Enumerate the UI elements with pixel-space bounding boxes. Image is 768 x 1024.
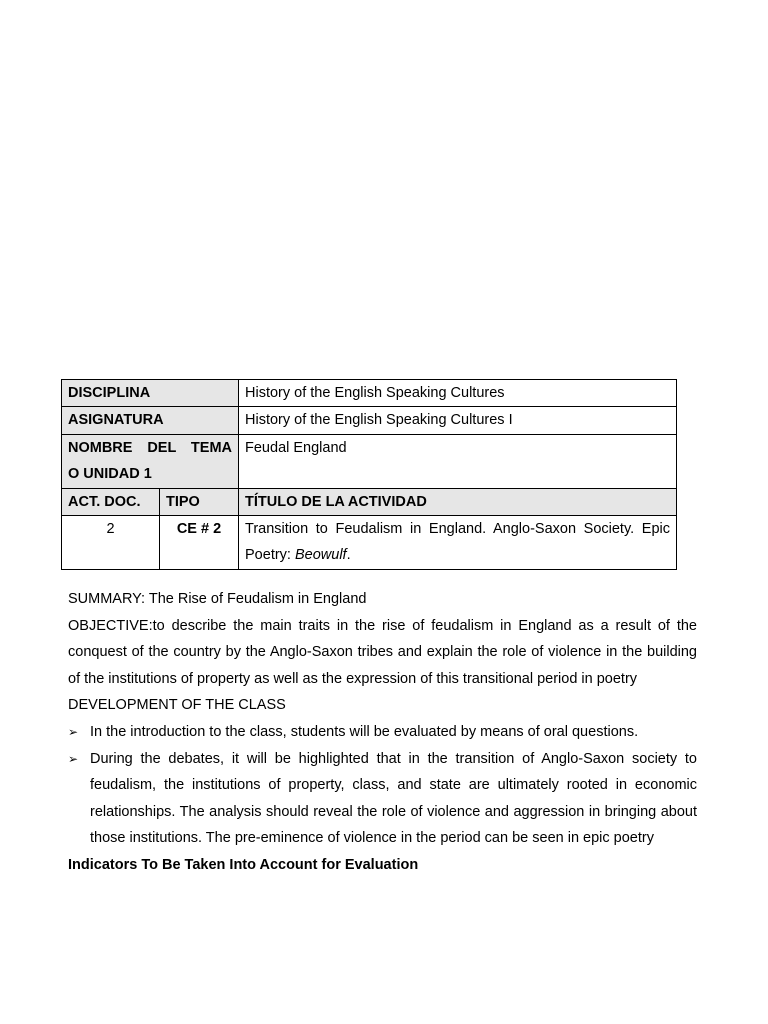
tema-value: Feudal England	[239, 434, 677, 488]
titulo-prefix: Poetry:	[245, 547, 295, 564]
summary-line: SUMMARY: The Rise of Feudalism in England	[68, 591, 367, 607]
tema-label	[62, 434, 239, 488]
beowulf-italic: Beowulf	[294, 547, 347, 564]
tipo-header: TIPO	[160, 488, 239, 515]
table-row-tema	[62, 434, 677, 488]
asignatura-label: ASIGNATURA	[62, 407, 239, 434]
titulo-value-line2	[245, 542, 670, 568]
objective-paragraph: OBJECTIVE:to describe the main traits in the rise of feudalism in England as a result of the conquest of the country by the Anglo-Saxon tribes and explain the role of violence in the building of the institutions of property as well as the expression of this transitional period in poetry	[68, 617, 697, 687]
tipo-value: CE # 2	[160, 516, 239, 570]
table-row-activity	[62, 516, 677, 570]
table-row-asignatura	[62, 407, 677, 434]
course-info-table	[61, 379, 677, 570]
class-plan-body	[68, 586, 697, 879]
indicators-heading: Indicators To Be Taken Into Account for Evaluation	[68, 856, 419, 873]
arrow-bullet-icon: ➢	[68, 724, 79, 739]
list-item	[68, 746, 697, 852]
titulo-suffix: .	[346, 547, 351, 564]
disciplina-value: History of the English Speaking Cultures	[239, 380, 677, 407]
act-doc-value: 2	[62, 516, 160, 570]
act-doc-header: ACT. DOC.	[62, 488, 160, 515]
tema-label-line2: O UNIDAD 1	[68, 466, 152, 483]
table-row-headers	[62, 488, 677, 515]
bullet-text: In the introduction to the class, students will be evaluated by means of oral questions.	[90, 723, 639, 740]
arrow-bullet-icon: ➢	[68, 751, 79, 766]
titulo-value	[239, 516, 677, 570]
titulo-header: TÍTULO DE LA ACTIVIDAD	[239, 488, 677, 515]
disciplina-label: DISCIPLINA	[62, 380, 239, 407]
development-bullet-list	[68, 719, 697, 852]
table-row-disciplina	[62, 380, 677, 407]
titulo-value-line1: Transition to Feudalism in England. Anglo-Saxon Society. Epic	[245, 521, 671, 538]
bullet-text: During the debates, it will be highlighted that in the transition of Anglo-Saxon society to feudalism, the institutions of property, class, and state are ultimately rooted in economic relationships. The analysis should reveal the role of violence and aggression in bringing about those institutions. The pre-eminence of violence in the period can be seen in epic poetry	[90, 750, 697, 847]
development-heading: DEVELOPMENT OF THE CLASS	[68, 697, 286, 714]
asignatura-value: History of the English Speaking Cultures I	[239, 407, 677, 434]
tema-label-line1: NOMBRE DEL TEMA	[68, 439, 233, 456]
list-item	[68, 719, 697, 746]
